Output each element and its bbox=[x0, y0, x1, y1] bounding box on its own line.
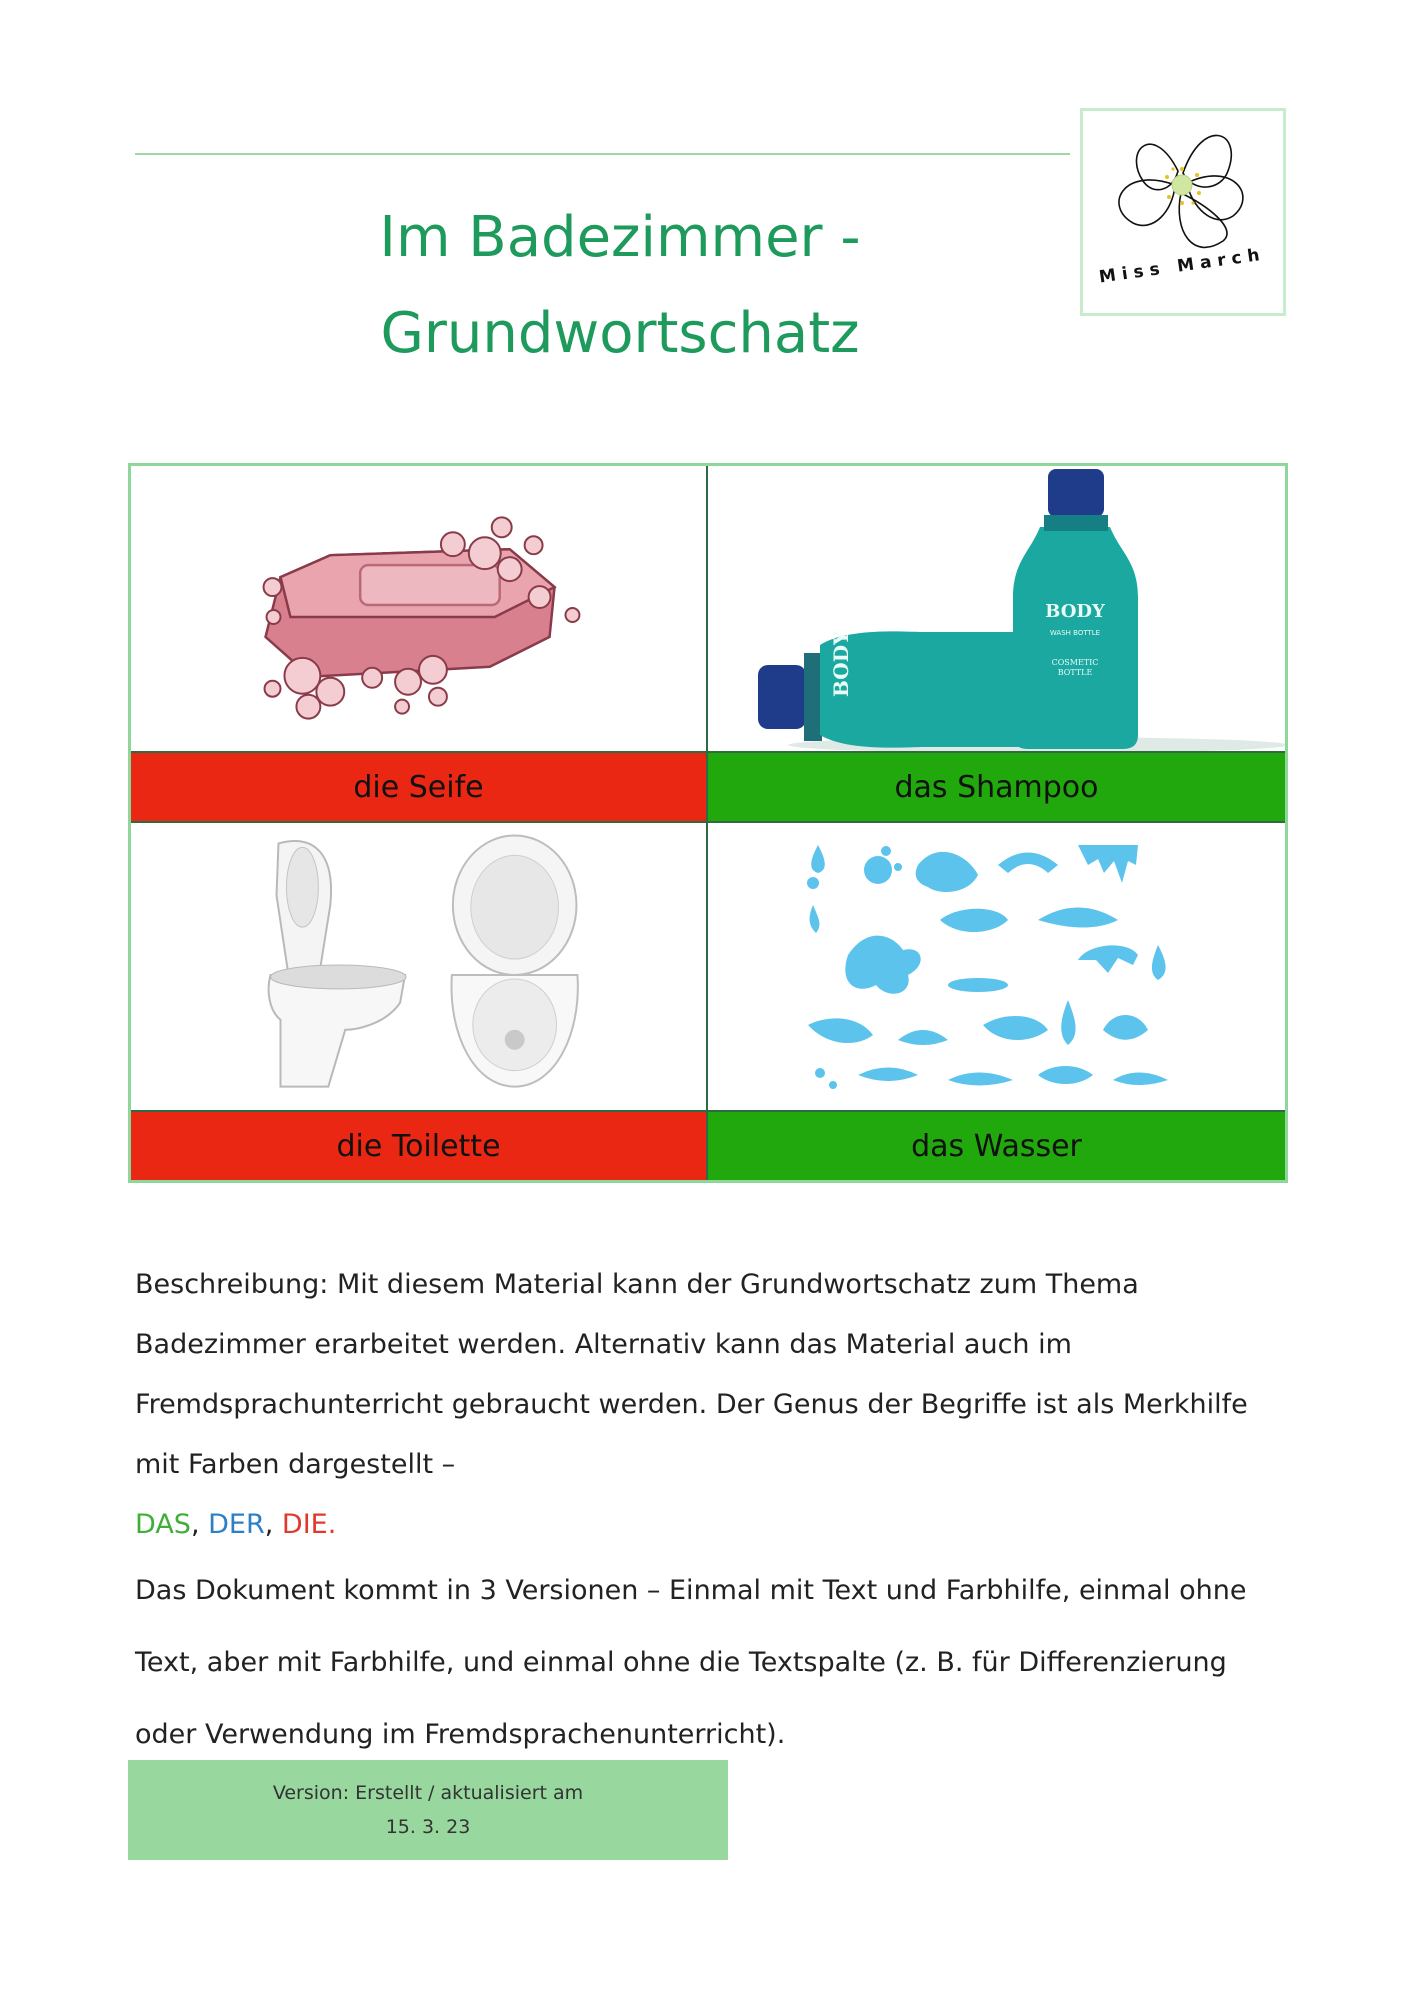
shampoo-bottles-icon bbox=[708, 466, 1285, 751]
description-paragraph-1 bbox=[135, 1255, 1295, 1555]
vocab-label-seife: die Seife bbox=[131, 751, 706, 821]
toilet-icon bbox=[131, 823, 706, 1110]
shampoo-picture bbox=[708, 466, 1285, 751]
flower-logo-icon bbox=[1083, 111, 1283, 313]
vocab-label-toilette: die Toilette bbox=[131, 1110, 706, 1180]
title-line-2: Grundwortschatz bbox=[380, 301, 860, 366]
header-divider bbox=[135, 153, 1070, 155]
water-picture bbox=[708, 823, 1285, 1110]
vocab-label-wasser: das Wasser bbox=[708, 1110, 1285, 1180]
svg-text:BODY: BODY bbox=[1045, 601, 1105, 622]
genus-der: DER bbox=[208, 1509, 265, 1540]
page-title bbox=[300, 190, 940, 382]
vocab-card-wasser bbox=[708, 823, 1285, 1180]
version-label: Version: Erstellt / aktualisiert am bbox=[272, 1782, 584, 1804]
title-line-1: Im Badezimmer - bbox=[379, 205, 861, 270]
description bbox=[135, 1255, 1295, 1771]
toilet-picture bbox=[131, 823, 706, 1110]
genus-die: DIE. bbox=[281, 1509, 337, 1540]
logo bbox=[1080, 108, 1286, 316]
water-splash-icon bbox=[708, 823, 1285, 1110]
soap-picture bbox=[131, 466, 706, 751]
genus-das: DAS bbox=[135, 1509, 191, 1540]
soap-icon bbox=[131, 466, 706, 751]
version-box bbox=[128, 1760, 728, 1860]
svg-text:BODY: BODY bbox=[829, 630, 853, 697]
svg-text:COSMETIC: COSMETIC bbox=[1051, 658, 1099, 667]
logo-text: Miss March bbox=[1097, 244, 1267, 288]
svg-text:WASH BOTTLE: WASH BOTTLE bbox=[1049, 629, 1101, 637]
version-date: 15. 3. 23 bbox=[385, 1816, 471, 1838]
genus-separator-2: , bbox=[264, 1509, 282, 1540]
vocab-label-shampoo: das Shampoo bbox=[708, 751, 1285, 821]
description-text-1: Beschreibung: Mit diesem Material kann der Grundwortschatz zum Thema Badezimmer erarbeitet werden. Alternativ kann das Material auch im Fremdsprachunterricht gebraucht werden. Der Genus der Begriffe ist als Merkhilfe mit Farben dargestellt – bbox=[135, 1269, 1248, 1480]
genus-separator-1: , bbox=[190, 1509, 209, 1540]
svg-text:BOTTLE: BOTTLE bbox=[1057, 668, 1093, 677]
vocab-card-toilette bbox=[131, 823, 708, 1180]
vocab-card-seife bbox=[131, 466, 708, 823]
description-paragraph-2: Das Dokument kommt in 3 Versionen – Einmal mit Text und Farbhilfe, einmal ohne Text, aber mit Farbhilfe, und einmal ohne die Textspalte (z. B. für Differenzierung oder Verwendung im Fremdsprachenunterricht). bbox=[135, 1575, 1247, 1750]
vocab-card-shampoo bbox=[708, 466, 1285, 823]
vocabulary-grid bbox=[128, 463, 1288, 1183]
